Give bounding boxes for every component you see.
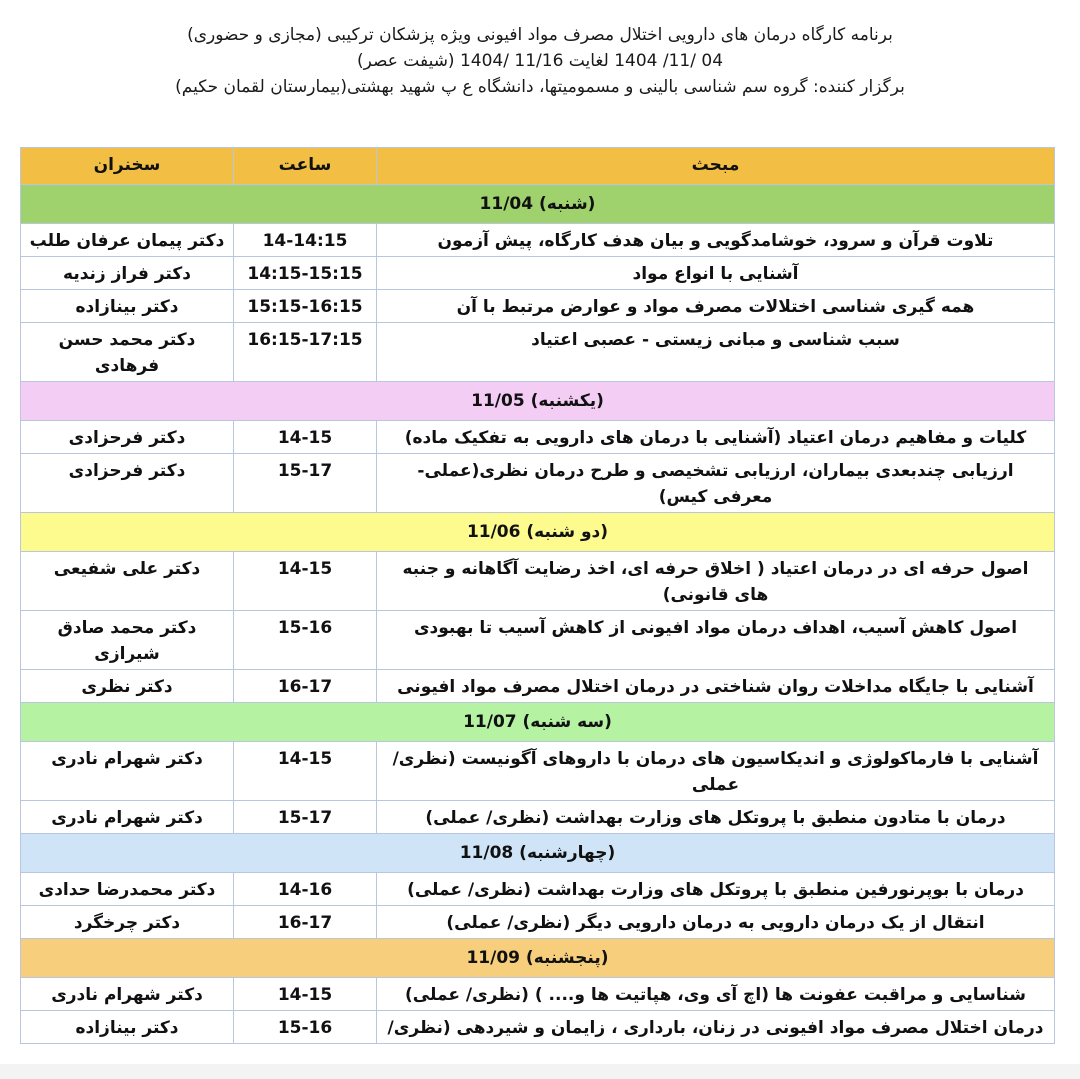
schedule-body	[21, 185, 1055, 1044]
day-label: (سه شنبه) 11/07	[21, 703, 1055, 742]
workshop-organizer: برگزار کننده: گروه سم شناسی بالینی و مسمومیتها، دانشگاه ع پ شهید بهشتی(بیمارستان لقمان حکیم)	[175, 77, 905, 97]
schedule-table	[20, 147, 1055, 1044]
session-row	[21, 224, 1055, 257]
session-speaker: دکتر شهرام نادری	[21, 978, 234, 1011]
day-header-row	[21, 939, 1055, 978]
session-row	[21, 454, 1055, 513]
session-speaker: دکتر محمد صادق شیرازی	[21, 611, 234, 670]
document-header	[120, 22, 960, 100]
day-header-row	[21, 834, 1055, 873]
session-time: 14:15-15:15	[234, 257, 377, 290]
day-header-row	[21, 513, 1055, 552]
session-speaker: دکتر علی شفیعی	[21, 552, 234, 611]
day-label: (یکشنبه) 11/05	[21, 382, 1055, 421]
session-row	[21, 873, 1055, 906]
session-topic: آشنایی با فارماکولوژی و اندیکاسیون های درمان با داروهای آگونیست (نظری/ عملی	[377, 742, 1055, 801]
day-header-row	[21, 185, 1055, 224]
workshop-dates: 04 /11/ 1404 لغایت 11/16 /1404 (شیفت عصر)	[356, 51, 724, 71]
session-speaker: دکتر محمدرضا حدادی	[21, 873, 234, 906]
session-topic: درمان با بوپرنورفین منطبق با پروتکل های وزارت بهداشت (نظری/ عملی)	[377, 873, 1055, 906]
session-topic: اصول حرفه ای در درمان اعتیاد ( اخلاق حرفه ای، اخذ رضایت آگاهانه و جنبه های قانونی)	[377, 552, 1055, 611]
session-time: 14-14:15	[234, 224, 377, 257]
session-topic: شناسایی و مراقبت عفونت ها (اچ آی وی، هپاتیت ها و.... ) (نظری/ عملی)	[377, 978, 1055, 1011]
session-topic: سبب شناسی و مبانی زیستی - عصبی اعتیاد	[377, 323, 1055, 382]
session-row	[21, 978, 1055, 1011]
column-header-time: ساعت	[234, 148, 377, 185]
session-row	[21, 257, 1055, 290]
day-label: (چهارشنبه) 11/08	[21, 834, 1055, 873]
session-speaker: دکتر فراز زندیه	[21, 257, 234, 290]
session-topic: آشنایی با انواع مواد	[377, 257, 1055, 290]
session-topic: همه گیری شناسی اختلالات مصرف مواد و عوارض مرتبط با آن	[377, 290, 1055, 323]
session-speaker: دکتر شهرام نادری	[21, 801, 234, 834]
session-topic: تلاوت قرآن و سرود، خوشامدگویی و بیان هدف کارگاه، پیش آزمون	[377, 224, 1055, 257]
session-speaker: دکتر فرحزادی	[21, 454, 234, 513]
session-topic: درمان اختلال مصرف مواد افیونی در زنان، بارداری ، زایمان و شیردهی (نظری/	[377, 1011, 1055, 1044]
session-row	[21, 290, 1055, 323]
session-time: 16-17	[234, 670, 377, 703]
session-speaker: دکتر پیمان عرفان طلب	[21, 224, 234, 257]
session-time: 14-15	[234, 742, 377, 801]
session-speaker: دکتر چرخگرد	[21, 906, 234, 939]
bottom-bar	[0, 1064, 1080, 1079]
session-time: 15-17	[234, 801, 377, 834]
session-row	[21, 323, 1055, 382]
session-time: 14-15	[234, 552, 377, 611]
session-topic: اصول کاهش آسیب، اهداف درمان مواد افیونی از کاهش آسیب تا بهبودی	[377, 611, 1055, 670]
session-speaker: دکتر بینازاده	[21, 1011, 234, 1044]
session-time: 16:15-17:15	[234, 323, 377, 382]
session-row	[21, 552, 1055, 611]
day-header-row	[21, 382, 1055, 421]
session-time: 15-17	[234, 454, 377, 513]
day-label: (شنبه) 11/04	[21, 185, 1055, 224]
session-row	[21, 1011, 1055, 1044]
workshop-title: برنامه کارگاه درمان های دارویی اختلال مصرف مواد افیونی ویژه پزشکان ترکیبی (مجازی و حضوری)	[187, 25, 893, 45]
session-topic: انتقال از یک درمان دارویی به درمان دارویی دیگر (نظری/ عملی)	[377, 906, 1055, 939]
day-label: (پنجشنبه) 11/09	[21, 939, 1055, 978]
session-row	[21, 421, 1055, 454]
session-speaker: دکتر شهرام نادری	[21, 742, 234, 801]
session-time: 16-17	[234, 906, 377, 939]
session-row	[21, 611, 1055, 670]
session-topic: ارزیابی چندبعدی بیماران، ارزیابی تشخیصی و طرح درمان نظری(عملی- معرفی کیس)	[377, 454, 1055, 513]
session-topic: درمان با متادون منطبق با پروتکل های وزارت بهداشت (نظری/ عملی)	[377, 801, 1055, 834]
session-speaker: دکتر نظری	[21, 670, 234, 703]
column-header-speaker: سخنران	[21, 148, 234, 185]
column-header-topic: مبحث	[377, 148, 1055, 185]
session-time: 15-16	[234, 611, 377, 670]
session-time: 15:15-16:15	[234, 290, 377, 323]
session-time: 14-15	[234, 421, 377, 454]
session-time: 14-15	[234, 978, 377, 1011]
session-row	[21, 670, 1055, 703]
session-row	[21, 801, 1055, 834]
session-time: 15-16	[234, 1011, 377, 1044]
session-row	[21, 906, 1055, 939]
session-speaker: دکتر فرحزادی	[21, 421, 234, 454]
session-topic: کلیات و مفاهیم درمان اعتیاد (آشنایی با درمان های دارویی به تفکیک ماده)	[377, 421, 1055, 454]
session-speaker: دکتر محمد حسن فرهادی	[21, 323, 234, 382]
session-speaker: دکتر بینازاده	[21, 290, 234, 323]
session-time: 14-16	[234, 873, 377, 906]
day-header-row	[21, 703, 1055, 742]
session-row	[21, 742, 1055, 801]
day-label: (دو شنبه) 11/06	[21, 513, 1055, 552]
table-header-row	[21, 148, 1055, 185]
session-topic: آشنایی با جایگاه مداخلات روان شناختی در درمان اختلال مصرف مواد افیونی	[377, 670, 1055, 703]
